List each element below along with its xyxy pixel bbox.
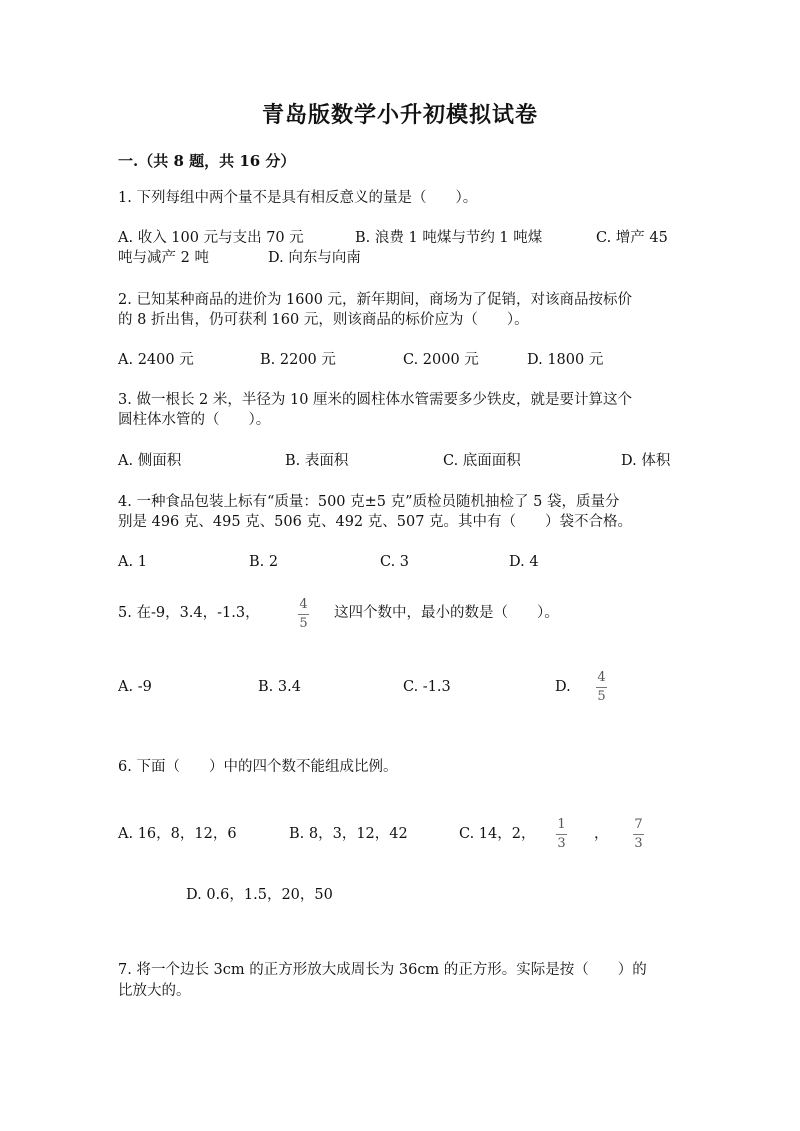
q1-option-c: C. 增产 45 [596,230,668,246]
q5-option-b: B. 3.4 [258,679,301,695]
q6-option-c: C. 14，2， [459,826,536,842]
fraction-bar [633,834,644,835]
q5-fraction [298,598,309,631]
q6-option-d: D. 0.6，1.5，20，50 [186,887,333,903]
fraction-numerator: 4 [597,670,606,685]
q6-option-b: B. 8，3，12，42 [289,826,408,842]
fraction-bar [596,687,607,688]
fraction-denominator: 3 [634,836,643,851]
q5-stem-part2: 这四个数中，最小的数是（ ）。 [334,605,559,621]
q1-option-d: D. 向东与向南 [268,250,361,266]
q3-option-a: A. 侧面积 [118,453,182,469]
q1-option-b: B. 浪费 1 吨煤与节约 1 吨煤 [355,230,543,246]
q5-stem-part1: 5. 在-9，3.4，-1.3， [118,605,260,621]
q5-option-c: C. -1.3 [403,679,451,695]
q3-stem-line1: 3. 做一根长 2 米，半径为 10 厘米的圆柱体水管需要多少铁皮，就是要计算这个 [118,392,633,408]
q2-stem-line1: 2. 已知某种商品的进价为 1600 元，新年期间，商场为了促销，对该商品按标价 [118,292,633,308]
q2-stem-line2: 的 8 折出售，仍可获利 160 元，则该商品的标价应为（ ）。 [118,312,529,328]
fraction-denominator: 5 [597,689,606,704]
q4-stem-line1: 4. 一种食品包装上标有“质量：500 克±5 克”质检员随机抽检了 5 袋，质量分 [118,494,620,510]
page-title: 青岛版数学小升初模拟试卷 [261,102,538,128]
q1-option-c-continued: 吨与减产 2 吨 [118,250,209,266]
q4-option-d: D. 4 [509,554,539,570]
q2-option-a: A. 2400 元 [118,352,194,368]
q7-stem-line2: 比放大的。 [118,983,191,999]
q3-option-c: C. 底面面积 [443,453,521,469]
q2-option-d: D. 1800 元 [527,352,604,368]
q2-option-c: C. 2000 元 [403,352,479,368]
fraction-bar [298,614,309,615]
q5-option-d-fraction [596,671,607,704]
q4-option-b: B. 2 [249,554,279,570]
fraction-numerator: 1 [557,817,566,832]
fraction-numerator: 7 [634,817,643,832]
q6-stem: 6. 下面（ ）中的四个数不能组成比例。 [118,759,398,775]
section-heading: 一.（共 8 题，共 16 分） [118,152,296,170]
q6-option-c-separator: ， [594,826,609,842]
fraction-bar [556,834,567,835]
q6-option-a: A. 16，8，12，6 [118,826,237,842]
q5-option-a: A. -9 [118,679,152,695]
q3-option-b: B. 表面积 [285,453,349,469]
q4-option-a: A. 1 [118,554,147,570]
q6-option-c-fraction-1 [556,818,567,851]
q1-stem: 1. 下列每组中两个量不是具有相反意义的量是（ ）。 [118,190,478,206]
q4-stem-line2: 别是 496 克、495 克、506 克、492 克、507 克。其中有（ ）袋不合格。 [118,514,633,530]
q5-option-d: D. [555,679,571,695]
q3-stem-line2: 圆柱体水管的（ ）。 [118,412,271,428]
q1-option-a: A. 收入 100 元与支出 70 元 [118,230,304,246]
q2-option-b: B. 2200 元 [260,352,336,368]
fraction-numerator: 4 [299,597,308,612]
fraction-denominator: 5 [299,616,308,631]
q4-option-c: C. 3 [380,554,410,570]
q6-option-c-fraction-2 [633,818,644,851]
q7-stem-line1: 7. 将一个边长 3cm 的正方形放大成周长为 36cm 的正方形。实际是按（ ）的 [118,962,647,978]
fraction-denominator: 3 [557,836,566,851]
q3-option-d: D. 体积 [621,453,671,469]
